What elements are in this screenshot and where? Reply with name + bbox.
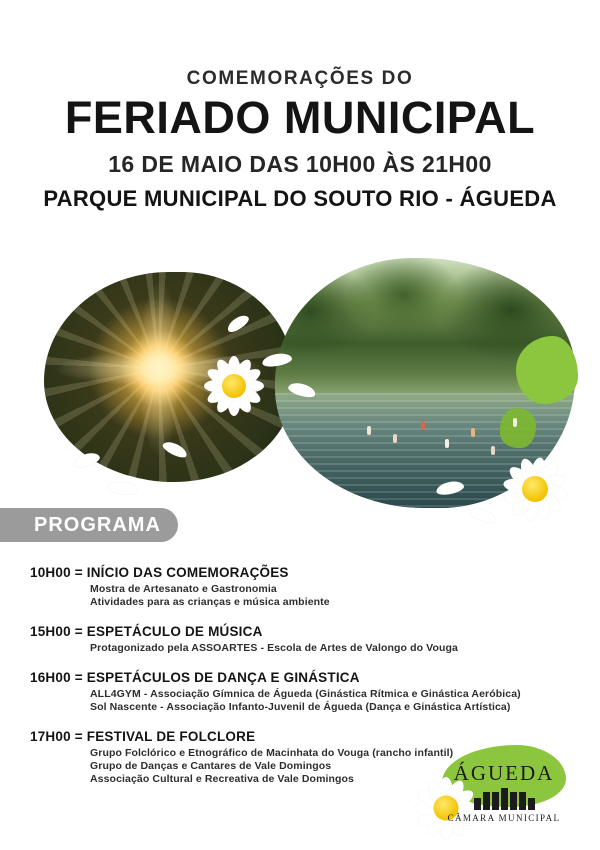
- daisy-flower: [194, 346, 274, 426]
- program-item-line: Atividades para as crianças e música ambiente: [90, 596, 330, 608]
- daisy-petal: [107, 480, 138, 496]
- image-collage: [30, 258, 575, 538]
- bather-figure: [367, 426, 371, 435]
- bather-figure: [421, 421, 425, 430]
- bather-figure: [393, 434, 397, 443]
- event-date: 16 DE MAIO DAS 10H00 ÀS 21H00: [108, 151, 492, 178]
- program-item-line: Mostra de Artesanato e Gastronomia: [90, 583, 277, 595]
- logo-name: ÁGUEDA: [453, 761, 555, 785]
- municipality-logo: [434, 761, 574, 823]
- logo-subtitle: CÂMARA MUNICIPAL: [447, 813, 561, 823]
- program-item-heading: 17H00 = FESTIVAL DE FOLCLORE: [30, 729, 256, 744]
- bather-figure: [491, 446, 495, 455]
- program-item: [30, 624, 550, 654]
- event-location: PARQUE MUNICIPAL DO SOUTO RIO - ÁGUEDA: [43, 186, 557, 212]
- program-item-line: Grupo Folclórico e Etnográfico de Macinhata do Vouga (rancho infantil): [90, 747, 454, 759]
- green-accent-blob: [516, 336, 578, 404]
- bather-figure: [471, 428, 475, 437]
- bather-figure: [445, 439, 449, 448]
- program-item-line: Associação Cultural e Recreativa de Vale Domingos: [90, 773, 355, 785]
- program-item-line: Protagonizado pela ASSOARTES - Escola de Artes de Valongo do Vouga: [90, 642, 458, 654]
- program-item: [30, 565, 550, 608]
- bather-figure: [513, 418, 517, 427]
- program-item-line: Sol Nascente - Associação Infanto-Juvenil de Águeda (Dança e Ginástica Artística): [90, 701, 511, 713]
- programa-label: PROGRAMA: [34, 513, 161, 536]
- building-icon: [434, 788, 574, 810]
- poster-header: [0, 68, 600, 212]
- daisy-core: [522, 476, 548, 502]
- green-accent-blob: [500, 408, 536, 448]
- daisy-core: [222, 374, 246, 398]
- program-item-line: Grupo de Danças e Cantares de Vale Domingos: [90, 760, 332, 772]
- page-title: FERIADO MUNICIPAL: [64, 92, 536, 143]
- program-item-heading: 16H00 = ESPETÁCULOS DE DANÇA E GINÁSTICA: [30, 670, 360, 685]
- daisy-flower: [492, 446, 578, 532]
- program-item: [30, 670, 550, 713]
- program-item-heading: 10H00 = INÍCIO DAS COMEMORAÇÕES: [30, 565, 289, 580]
- programa-banner: [0, 508, 178, 542]
- header-kicker: COMEMORAÇÕES DO: [186, 68, 414, 89]
- program-item-heading: 15H00 = ESPETÁCULO DE MÚSICA: [30, 624, 263, 639]
- program-item-line: ALL4GYM - Associação Gímnica de Águeda (Ginástica Rítmica e Ginástica Aeróbica): [90, 688, 521, 700]
